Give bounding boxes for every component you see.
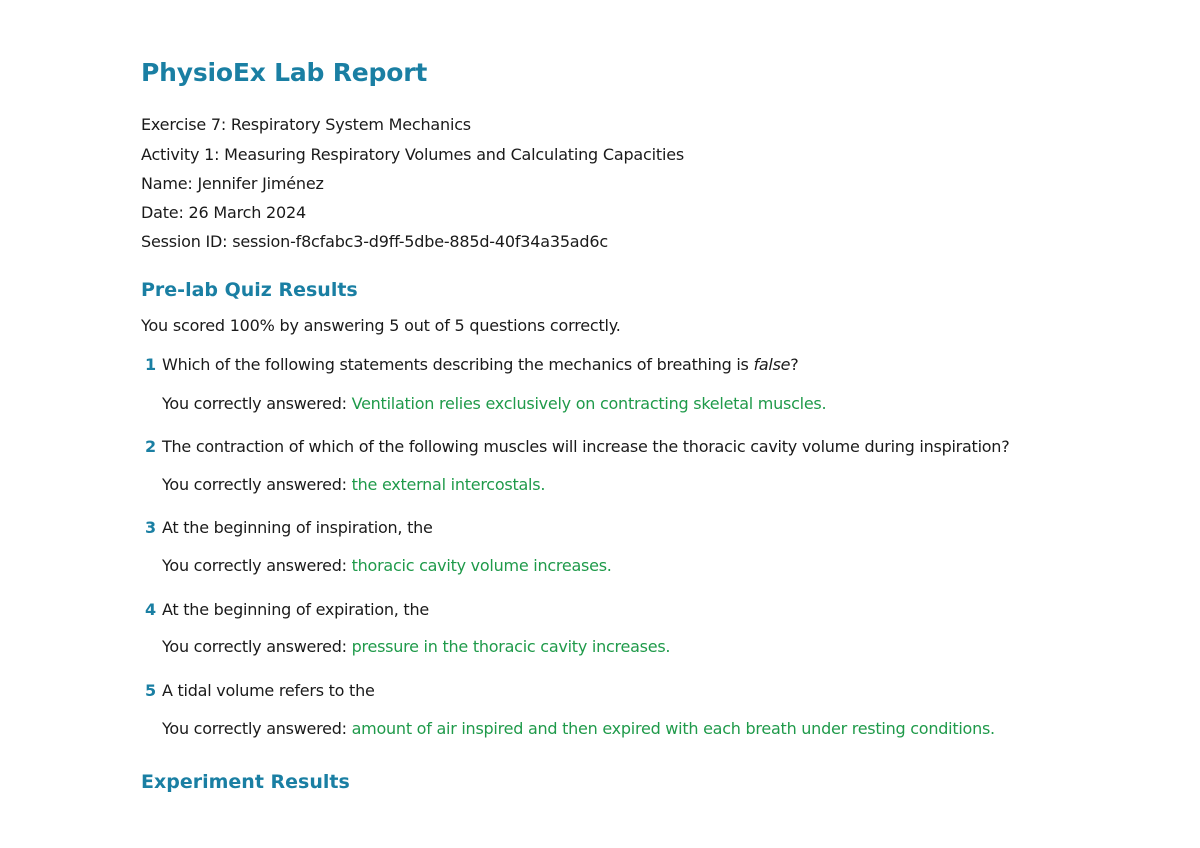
answer-value: the external intercostals. [351, 475, 546, 494]
question-text [162, 355, 799, 375]
quiz-results-heading: Pre-lab Quiz Results [141, 279, 358, 301]
answer-prefix: You correctly answered: [162, 394, 352, 413]
student-name-line: Name: Jennifer Jiménez [141, 174, 324, 193]
question-number: 3 [145, 518, 157, 537]
answer-value: thoracic cavity volume increases. [351, 556, 612, 575]
question-text-emphasis: false [753, 355, 791, 374]
question-number: 4 [145, 600, 157, 619]
answer-value: Ventilation relies exclusively on contracting skeletal muscles. [351, 394, 827, 413]
session-id-line: Session ID: session-f8cfabc3-d9ff-5dbe-885d-40f34a35ad6c [141, 232, 608, 251]
question-number: 5 [145, 681, 157, 700]
question-text: At the beginning of inspiration, the [162, 518, 433, 537]
question-text-part: ? [790, 355, 799, 374]
answer-prefix: You correctly answered: [162, 719, 352, 738]
answer-prefix: You correctly answered: [162, 475, 352, 494]
date-line: Date: 26 March 2024 [141, 203, 306, 222]
answer-value: amount of air inspired and then expired with each breath under resting conditions. [351, 719, 995, 738]
question-number: 2 [145, 437, 157, 456]
question-answer [162, 394, 826, 414]
question-answer [162, 637, 670, 657]
answer-prefix: You correctly answered: [162, 556, 352, 575]
answer-value: pressure in the thoracic cavity increases. [351, 637, 671, 656]
question-answer [162, 719, 995, 739]
experiment-results-heading: Experiment Results [141, 771, 350, 793]
question-answer [162, 556, 612, 576]
exercise-line: Exercise 7: Respiratory System Mechanics [141, 115, 471, 134]
question-text: The contraction of which of the following muscles will increase the thoracic cavity volume during inspiration? [162, 437, 1010, 456]
question-text-part: Which of the following statements describing the mechanics of breathing is [162, 355, 754, 374]
activity-line: Activity 1: Measuring Respiratory Volumes and Calculating Capacities [141, 145, 684, 164]
quiz-score-summary: You scored 100% by answering 5 out of 5 questions correctly. [141, 316, 621, 335]
question-text: A tidal volume refers to the [162, 681, 375, 700]
question-answer [162, 475, 545, 495]
question-number: 1 [145, 355, 157, 374]
report-title: PhysioEx Lab Report [141, 58, 428, 87]
answer-prefix: You correctly answered: [162, 637, 352, 656]
question-text: At the beginning of expiration, the [162, 600, 429, 619]
